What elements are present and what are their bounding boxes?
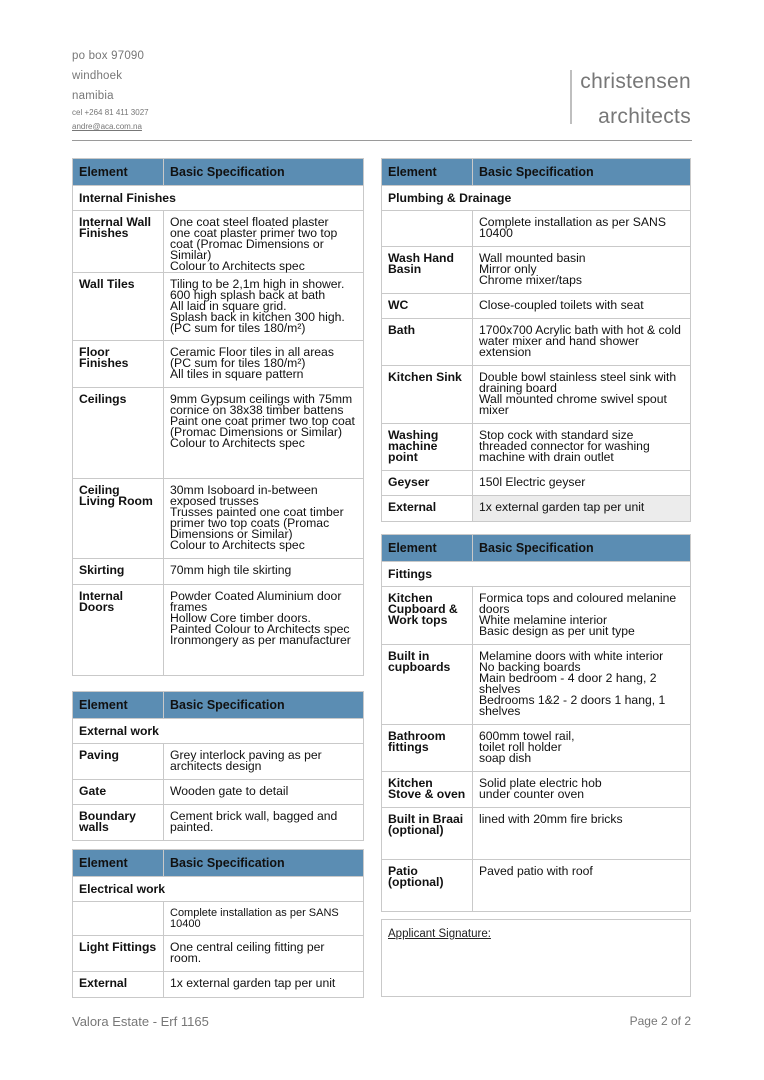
row-element: Gate [73,780,164,805]
row-spec: 9mm Gypsum ceilings with 75mm cornice on 38x38 timber battens Paint one coat primer two top coat (Promac Dimensions or Similar) Colour to Architects spec [164,388,364,479]
row-element: Bath [382,319,473,366]
table-row [73,972,364,998]
table-row [73,388,364,479]
table-row [73,585,364,676]
row-spec: Grey interlock paving as per architects design [164,744,364,780]
row-spec: One coat steel floated plaster one coat plaster primer two top coat (Promac Dimensions or Similar) Colour to Architects spec [164,211,364,273]
row-element: Ceiling Living Room [73,479,164,559]
table-header [73,692,364,719]
row-element: Kitchen Sink [382,366,473,424]
row-element: Built in Braai (optional) [382,808,473,860]
section-title: Plumbing & Drainage [382,186,691,211]
table-row [382,725,691,772]
address-line: windhoek [72,70,123,82]
address-line: namibia [72,90,114,102]
table-row [382,211,691,247]
brand-line: architects [598,105,691,128]
row-element: Kitchen Stove & oven [382,772,473,808]
section-title: Fittings [382,562,691,587]
table-row [382,645,691,725]
header-spec: Basic Specification [473,159,691,186]
row-element: Bathroom fittings [382,725,473,772]
row-spec: 1700x700 Acrylic bath with hot & cold water mixer and hand shower extension [473,319,691,366]
row-spec: 1x external garden tap per unit [473,496,691,522]
brand-divider [570,70,572,124]
row-spec: Stop cock with standard size threaded connector for washing machine with drain outlet [473,424,691,471]
plumbing-drainage-table [381,158,691,522]
header-spec: Basic Specification [164,850,364,877]
table-row [382,808,691,860]
table-row [73,936,364,972]
row-element: Washing machine point [382,424,473,471]
row-element: Internal Wall Finishes [73,211,164,273]
header-spec: Basic Specification [164,159,364,186]
table-row [73,744,364,780]
header-element: Element [382,159,473,186]
address-line: po box 97090 [72,50,145,62]
table-row [382,496,691,522]
table-row [382,319,691,366]
row-element: Internal Doors [73,585,164,676]
header-element: Element [73,692,164,719]
header-spec: Basic Specification [164,692,364,719]
electrical-work-table [72,849,364,998]
row-element [382,211,473,247]
row-spec: lined with 20mm fire bricks [473,808,691,860]
row-spec: Paved patio with roof [473,860,691,912]
row-element: Light Fittings [73,936,164,972]
row-element: Wash Hand Basin [382,247,473,294]
row-spec: 30mm Isoboard in-between exposed trusses Trusses painted one coat timber primer two top coats (Promac Dimensions or Similar) Colour to Architects spec [164,479,364,559]
row-spec: 150l Electric geyser [473,471,691,496]
external-work-table [72,691,364,841]
row-element: External [73,972,164,998]
header-rule [72,140,692,141]
row-spec: Ceramic Floor tiles in all areas (PC sum for tiles 180/m²) All tiles in square pattern [164,341,364,388]
row-spec: Solid plate electric hob under counter oven [473,772,691,808]
table-row [73,902,364,936]
section-title: Internal Finishes [73,186,364,211]
row-element: Skirting [73,559,164,585]
table-row [73,211,364,273]
row-element: Wall Tiles [73,273,164,341]
header-element: Element [73,159,164,186]
table-header [382,535,691,562]
table-row [73,273,364,341]
row-element: WC [382,294,473,319]
brand-line: christensen [580,70,691,93]
row-element: Paving [73,744,164,780]
address-cell: cel +264 81 411 3027 [72,108,149,117]
section-title: External work [73,719,364,744]
address-email[interactable]: andre@aca.com.na [72,122,142,131]
row-spec: Complete installation as per SANS 10400 [473,211,691,247]
header-element: Element [73,850,164,877]
row-element: Patio (optional) [382,860,473,912]
row-spec: One central ceiling fitting per room. [164,936,364,972]
internal-finishes-table [72,158,364,676]
row-spec: Double bowl stainless steel sink with draining board Wall mounted chrome swivel spout mixer [473,366,691,424]
table-row [382,587,691,645]
table-row [382,860,691,912]
row-spec: Tiling to be 2,1m high in shower. 600 high splash back at bath All laid in square grid. Splash back in kitchen 300 high. (PC sum for tiles 180/m²) [164,273,364,341]
table-row [382,471,691,496]
row-spec: Wooden gate to detail [164,780,364,805]
row-element: Floor Finishes [73,341,164,388]
row-spec: 600mm towel rail, toilet roll holder soap dish [473,725,691,772]
table-header [73,159,364,186]
row-spec: 70mm high tile skirting [164,559,364,585]
row-spec: Melamine doors with white interior No backing boards Main bedroom - 4 door 2 hang, 2 shelves Bedrooms 1&2 - 2 doors 1 hang, 1 shelves [473,645,691,725]
table-row [382,247,691,294]
table-row [382,424,691,471]
row-spec: Wall mounted basin Mirror only Chrome mixer/taps [473,247,691,294]
footer-page-number: Page 2 of 2 [629,1014,691,1028]
row-element: Geyser [382,471,473,496]
row-spec: Close-coupled toilets with seat [473,294,691,319]
row-spec: Cement brick wall, bagged and painted. [164,805,364,841]
fittings-table [381,534,691,912]
table-row [73,805,364,841]
table-row [73,780,364,805]
brand-logo [580,64,691,134]
row-spec: Powder Coated Aluminium door frames Hollow Core timber doors. Painted Colour to Architects spec Ironmongery as per manufacturer [164,585,364,676]
table-header [382,159,691,186]
header-element: Element [382,535,473,562]
row-element: Built in cupboards [382,645,473,725]
row-spec: 1x external garden tap per unit [164,972,364,998]
row-element: External [382,496,473,522]
address-block [72,46,149,134]
signature-label: Applicant Signature: [388,928,491,940]
table-row [73,479,364,559]
table-row [382,772,691,808]
table-header [73,850,364,877]
row-element: Kitchen Cupboard & Work tops [382,587,473,645]
footer-project: Valora Estate - Erf 1165 [72,1014,209,1029]
section-title: Electrical work [73,877,364,902]
header-spec: Basic Specification [473,535,691,562]
row-element: Boundary walls [73,805,164,841]
table-row [382,294,691,319]
row-spec: Formica tops and coloured melanine doors White melamine interior Basic design as per unit type [473,587,691,645]
table-row [73,559,364,585]
row-element: Ceilings [73,388,164,479]
signature-box[interactable] [381,919,691,997]
row-spec: Complete installation as per SANS 10400 [164,902,364,936]
table-row [382,366,691,424]
table-row [73,341,364,388]
row-element [73,902,164,936]
